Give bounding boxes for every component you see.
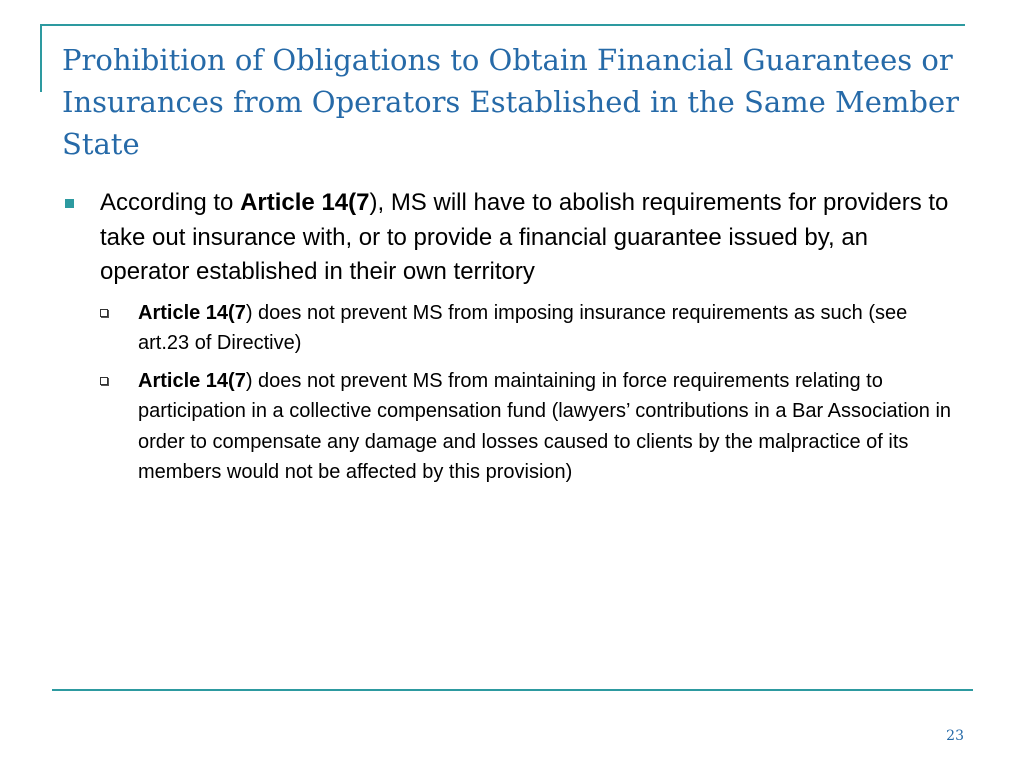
sub-bullet-list bbox=[62, 298, 962, 488]
sub-bullet-1-text: ) does not prevent MS from imposing insurance requirements as such (see art.23 of Directive) bbox=[138, 301, 908, 354]
hollow-square-bullet-icon bbox=[100, 309, 108, 317]
hollow-square-bullet-icon bbox=[100, 377, 108, 385]
square-bullet-icon bbox=[65, 199, 74, 208]
left-accent-rule bbox=[40, 24, 42, 92]
sub-bullet-2-text: ) does not prevent MS from maintaining in force requirements relating to participation in a collective compensation fund (lawyers’ contributions in a Bar Association in order to compensate any damage and losses caused to clients by the malpractice of its members would not be affected by this provision) bbox=[138, 369, 952, 483]
bottom-rule bbox=[52, 689, 973, 691]
main-bullet-suffix: ), MS will have to abolish requirements for providers to take out insurance with, or to provide a financial guarantee issued by, an operator established in their own territory bbox=[100, 189, 949, 285]
main-bullet bbox=[62, 186, 962, 290]
page-number: 23 bbox=[946, 728, 964, 744]
top-rule bbox=[40, 24, 965, 26]
main-bullet-prefix: According to bbox=[100, 189, 241, 216]
sub-bullet-2-bold: Article 14(7 bbox=[138, 369, 246, 392]
slide-content bbox=[62, 186, 962, 495]
sub-bullet-1 bbox=[100, 298, 962, 359]
main-bullet-bold: Article 14(7 bbox=[240, 189, 370, 216]
sub-bullet-2 bbox=[100, 366, 962, 488]
sub-bullet-1-bold: Article 14(7 bbox=[138, 301, 246, 324]
slide-title: Prohibition of Obligations to Obtain Financial Guarantees or Insurances from Operators Established in the Same Member State bbox=[62, 43, 960, 161]
